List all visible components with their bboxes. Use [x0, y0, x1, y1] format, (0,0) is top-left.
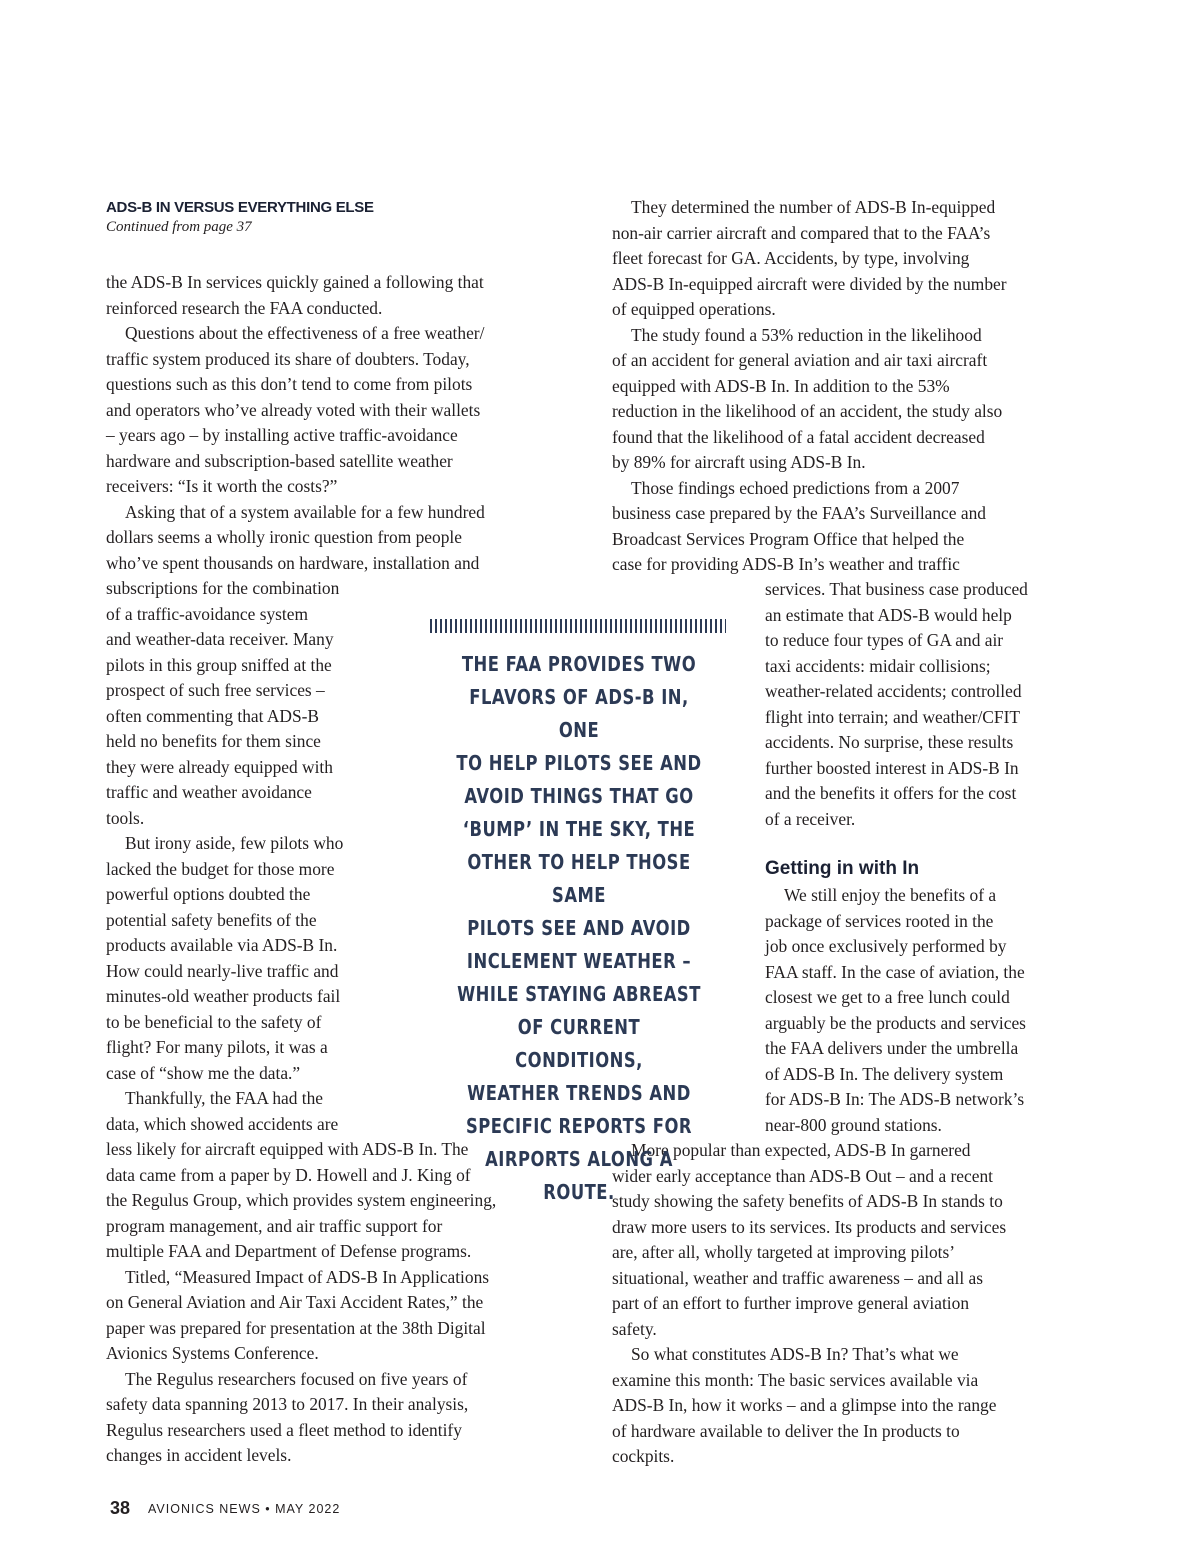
- text-line: arguably be the products and services: [765, 1012, 1026, 1033]
- text-line: the Regulus Group, which provides system engineering,: [106, 1190, 497, 1210]
- pull-quote-line: WEATHER TRENDS AND: [467, 1081, 691, 1105]
- text-line: They determined the number of ADS-B In-equipped: [631, 197, 996, 217]
- text-line: reduction in the likelihood of an accident, the study also: [612, 401, 1003, 421]
- text-line: flight? For many pilots, it was a: [106, 1037, 328, 1057]
- text-line: to be beneficial to the safety of: [106, 1011, 322, 1032]
- text-line: safety.: [612, 1318, 657, 1339]
- text-line: potential safety benefits of the: [106, 909, 317, 930]
- text-line: weather-related accidents; controlled: [765, 681, 1022, 701]
- text-line: Those findings echoed predictions from a 2007: [631, 477, 960, 498]
- text-line: for ADS-B In: The ADS-B network’s: [765, 1089, 1025, 1109]
- text-line: less likely for aircraft equipped with ADS-B In. The: [106, 1139, 469, 1159]
- text-line: FAA staff. In the case of aviation, the: [765, 961, 1025, 982]
- text-line: an estimate that ADS-B would help: [765, 604, 1012, 625]
- pull-quote-line: AVOID THINGS THAT GO: [464, 784, 694, 808]
- pull-quote: [452, 648, 706, 1209]
- text-line: the ADS-B In services quickly gained a following that: [106, 272, 484, 292]
- text-line: lacked the budget for those more: [106, 858, 335, 879]
- text-line: taxi accidents: midair collisions;: [765, 655, 991, 676]
- pull-quote-line: AIRPORTS ALONG A ROUTE.: [485, 1147, 673, 1204]
- text-line: found that the likelihood of a fatal accident decreased: [612, 426, 985, 447]
- text-line: pilots in this group sniffed at the: [106, 654, 332, 675]
- text-line: – years ago – by installing active traffic-avoidance: [106, 425, 458, 445]
- text-line: reinforced research the FAA conducted.: [106, 297, 383, 318]
- text-line: to reduce four types of GA and air: [765, 630, 1004, 650]
- text-line: and weather-data receiver. Many: [106, 629, 334, 649]
- text-line: and operators who’ve already voted with their wallets: [106, 399, 481, 420]
- text-line: Asking that of a system available for a few hundred: [125, 501, 485, 522]
- text-line: by 89% for aircraft using ADS-B In.: [612, 452, 866, 472]
- pull-quote-line: PILOTS SEE AND AVOID: [467, 916, 691, 940]
- text-line: Titled, “Measured Impact of ADS-B In Applications: [125, 1266, 490, 1287]
- text-line: How could nearly-live traffic and: [106, 960, 339, 981]
- pull-quote-line: OTHER TO HELP THOSE SAME: [467, 850, 691, 907]
- publication-footer: AVIONICS NEWS • MAY 2022: [148, 1502, 341, 1516]
- text-line: of an accident for general aviation and air taxi aircraft: [612, 350, 988, 370]
- pull-quote-line: TO HELP PILOTS SEE AND: [456, 751, 702, 775]
- text-line: More popular than expected, ADS-B In garnered: [631, 1140, 971, 1160]
- text-line: business case prepared by the FAA’s Surveillance and: [612, 503, 986, 523]
- text-line: accidents. No surprise, these results: [765, 732, 1014, 752]
- text-line: part of an effort to further improve general aviation: [612, 1293, 970, 1313]
- text-line: products available via ADS-B In.: [106, 935, 338, 955]
- text-line: The study found a 53% reduction in the likelihood: [631, 324, 982, 345]
- subhead: Getting in with In: [765, 858, 920, 879]
- text-line: hardware and subscription-based satellite weather: [106, 450, 453, 471]
- text-line: paper was prepared for presentation at the 38th Digital: [106, 1317, 486, 1338]
- text-line: who’ve spent thousands on hardware, installation and: [106, 552, 480, 573]
- text-line: Broadcast Services Program Office that helped the: [612, 528, 965, 549]
- text-line: But irony aside, few pilots who: [125, 833, 344, 853]
- text-line: job once exclusively performed by: [765, 936, 1007, 956]
- text-line: multiple FAA and Department of Defense programs.: [106, 1241, 472, 1261]
- text-line: are, after all, wholly targeted at improving pilots’: [612, 1242, 956, 1262]
- text-line: ADS-B In, how it works – and a glimpse into the range: [612, 1395, 997, 1415]
- text-line: draw more users to its services. Its products and services: [612, 1216, 1007, 1237]
- text-line: tools.: [106, 807, 145, 828]
- continued-note: Continued from page 37: [106, 219, 252, 235]
- text-line: they were already equipped with: [106, 756, 333, 777]
- text-line: We still enjoy the benefits of a: [784, 885, 997, 905]
- text-line: program management, and air traffic support for: [106, 1215, 443, 1236]
- text-line: ADS-B In-equipped aircraft were divided by the number: [612, 273, 1007, 294]
- pull-quote-line: SPECIFIC REPORTS FOR: [466, 1114, 692, 1138]
- text-line: cockpits.: [612, 1446, 675, 1466]
- text-line: powerful options doubted the: [106, 884, 311, 904]
- text-line: data, which showed accidents are: [106, 1113, 339, 1134]
- text-line: wider early acceptance than ADS-B Out – and a recent: [612, 1165, 993, 1186]
- text-line: case for providing ADS-B In’s weather and traffic: [612, 554, 960, 574]
- text-line: receivers: “Is it worth the costs?”: [106, 476, 338, 496]
- text-line: of equipped operations.: [612, 299, 776, 319]
- text-line: prospect of such free services –: [106, 680, 325, 700]
- pull-quote-line: ‘BUMP’ IN THE SKY, THE: [462, 817, 696, 841]
- text-line: traffic and weather avoidance: [106, 782, 312, 802]
- text-line: fleet forecast for GA. Accidents, by type, involving: [612, 248, 970, 268]
- text-line: case of “show me the data.”: [106, 1062, 301, 1083]
- pull-quote-line: THE FAA PROVIDES TWO: [461, 652, 697, 676]
- text-line: held no benefits for them since: [106, 731, 321, 751]
- text-line: So what constitutes ADS-B In? That’s what we: [631, 1344, 959, 1364]
- pull-quote-rule: [430, 619, 726, 633]
- pull-quote-line: WHILE STAYING ABREAST: [457, 982, 701, 1006]
- text-line: package of services rooted in the: [765, 910, 994, 931]
- text-line: of a traffic-avoidance system: [106, 603, 308, 624]
- text-line: flight into terrain; and weather/CFIT: [765, 706, 1020, 727]
- text-line: changes in accident levels.: [106, 1445, 292, 1465]
- text-line: non-air carrier aircraft and compared that to the FAA’s: [612, 222, 991, 243]
- text-line: examine this month: The basic services available via: [612, 1369, 979, 1390]
- text-line: questions such as this don’t tend to come from pilots: [106, 374, 473, 394]
- text-line: near-800 ground stations.: [765, 1114, 942, 1135]
- text-line: on General Aviation and Air Taxi Accident Rates,” the: [106, 1292, 484, 1312]
- text-line: study showing the safety benefits of ADS-B In stands to: [612, 1191, 1003, 1211]
- article-kicker: ADS-B IN VERSUS EVERYTHING ELSE: [106, 199, 374, 216]
- text-line: Thankfully, the FAA had the: [125, 1088, 324, 1108]
- text-line: services. That business case produced: [765, 579, 1028, 599]
- text-line: and the benefits it offers for the cost: [765, 783, 1017, 803]
- text-line: of hardware available to deliver the In products to: [612, 1420, 960, 1441]
- text-line: situational, weather and traffic awareness – and all as: [612, 1267, 984, 1288]
- pull-quote-line: FLAVORS OF ADS-B IN, ONE: [469, 685, 689, 742]
- text-line: of ADS-B In. The delivery system: [765, 1063, 1004, 1084]
- pull-quote-line: INCLEMENT WEATHER –: [466, 949, 692, 973]
- text-line: The Regulus researchers focused on five years of: [125, 1368, 468, 1389]
- text-line: Questions about the effectiveness of a free weather/: [125, 323, 485, 343]
- text-line: dollars seems a wholly ironic question from people: [106, 527, 462, 547]
- text-line: data came from a paper by D. Howell and J. King of: [106, 1164, 471, 1185]
- text-line: of a receiver.: [765, 808, 856, 829]
- text-line: Regulus researchers used a fleet method to identify: [106, 1419, 462, 1440]
- text-line: closest we get to a free lunch could: [765, 987, 1010, 1007]
- text-line: Avionics Systems Conference.: [106, 1343, 319, 1363]
- text-line: minutes-old weather products fail: [106, 986, 341, 1006]
- text-line: the FAA delivers under the umbrella: [765, 1038, 1019, 1058]
- text-line: often commenting that ADS-B: [106, 705, 320, 726]
- text-line: equipped with ADS-B In. In addition to the 53%: [612, 375, 950, 396]
- text-line: further boosted interest in ADS-B In: [765, 757, 1019, 778]
- text-line: subscriptions for the combination: [106, 578, 340, 598]
- page-number: 38: [110, 1498, 131, 1518]
- text-line: traffic system produced its share of doubters. Today,: [106, 348, 470, 369]
- text-line: safety data spanning 2013 to 2017. In their analysis,: [106, 1394, 469, 1414]
- pull-quote-line: OF CURRENT CONDITIONS,: [515, 1015, 643, 1072]
